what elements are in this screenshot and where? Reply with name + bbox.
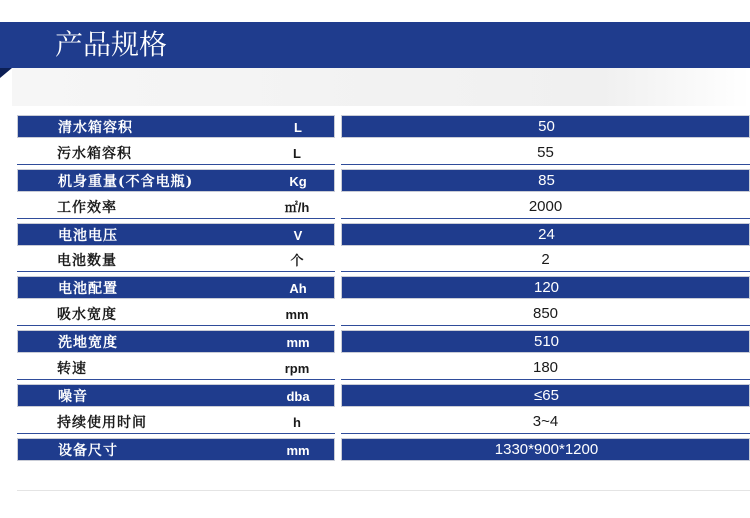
table-row: [17, 168, 750, 195]
param-value: 50: [538, 118, 555, 135]
param-name: 电池配置: [58, 281, 118, 298]
param-name: 电池电压: [58, 227, 118, 244]
param-unit: 个: [290, 253, 304, 269]
value-cell: [341, 142, 750, 165]
param-value: 2: [541, 251, 550, 269]
table-row: [17, 437, 750, 464]
param-value: 120: [533, 279, 560, 297]
param-value: 24: [538, 225, 555, 243]
param-value: 510: [533, 333, 560, 351]
param-cell: [17, 276, 335, 299]
page-title: 产品规格: [55, 28, 168, 61]
value-cell: [341, 384, 750, 407]
table-row: [17, 222, 750, 249]
header-subband: [12, 68, 750, 106]
table-row: [17, 275, 750, 302]
table-row: [17, 410, 750, 437]
value-cell: [341, 330, 750, 353]
param-cell: [17, 438, 335, 461]
table-row: [17, 302, 750, 329]
footer-divider: [17, 490, 750, 491]
banner-fold-decoration: [0, 68, 12, 78]
param-name: 噪音: [58, 388, 88, 405]
value-cell: [341, 357, 750, 380]
param-unit: rpm: [284, 361, 310, 377]
param-unit: V: [293, 227, 303, 243]
param-cell: [17, 357, 335, 380]
value-cell: [341, 249, 750, 272]
param-name: 持续使用时间: [57, 414, 147, 431]
param-unit: dba: [286, 388, 310, 404]
table-row: [17, 356, 750, 383]
value-cell: [341, 196, 750, 219]
table-row: [17, 114, 750, 141]
param-cell: [17, 303, 335, 326]
param-cell: [17, 223, 335, 246]
spec-table: [17, 114, 750, 464]
table-row: [17, 383, 750, 410]
value-cell: [341, 303, 750, 326]
param-value: 1330*900*1200: [494, 440, 599, 458]
header-banner: [0, 22, 750, 68]
param-cell: [17, 115, 335, 138]
param-name: 电池数量: [57, 253, 117, 270]
param-name: 洗地宽度: [58, 335, 118, 352]
param-cell: [17, 142, 335, 165]
table-row: [17, 248, 750, 275]
param-unit: ㎡/h: [284, 199, 310, 215]
param-value: 3~4: [532, 412, 559, 430]
value-cell: [341, 411, 750, 434]
param-unit: mm: [285, 307, 309, 323]
table-row: [17, 329, 750, 356]
param-cell: [17, 249, 335, 272]
param-value: 2000: [528, 197, 563, 215]
param-unit: Kg: [289, 173, 307, 189]
param-unit: L: [294, 120, 302, 135]
param-unit: Ah: [289, 281, 307, 297]
param-cell: [17, 384, 335, 407]
param-unit: mm: [286, 335, 310, 351]
value-cell: [341, 438, 750, 461]
table-row: [17, 141, 750, 168]
param-cell: [17, 411, 335, 434]
value-cell: [341, 169, 750, 192]
param-unit: h: [293, 414, 301, 430]
value-cell: [341, 115, 750, 138]
param-cell: [17, 169, 335, 192]
param-name: 转速: [57, 361, 87, 378]
param-value: 85: [538, 171, 555, 189]
param-name: 清水箱容积: [58, 120, 133, 136]
param-value: 180: [532, 359, 559, 377]
param-name: 设备尺寸: [58, 442, 118, 459]
param-value: 850: [532, 305, 559, 323]
param-name: 吸水宽度: [57, 307, 117, 324]
param-value: ≤65: [534, 386, 559, 404]
param-cell: [17, 196, 335, 219]
param-unit: L: [293, 145, 301, 161]
param-name: 污水箱容积: [57, 145, 132, 162]
param-name: 机身重量(不含电瓶): [58, 173, 194, 190]
param-value: 55: [537, 143, 554, 161]
table-row: [17, 195, 750, 222]
param-name: 工作效率: [57, 199, 117, 216]
value-cell: [341, 276, 750, 299]
param-unit: mm: [286, 442, 310, 458]
param-cell: [17, 330, 335, 353]
value-cell: [341, 223, 750, 246]
